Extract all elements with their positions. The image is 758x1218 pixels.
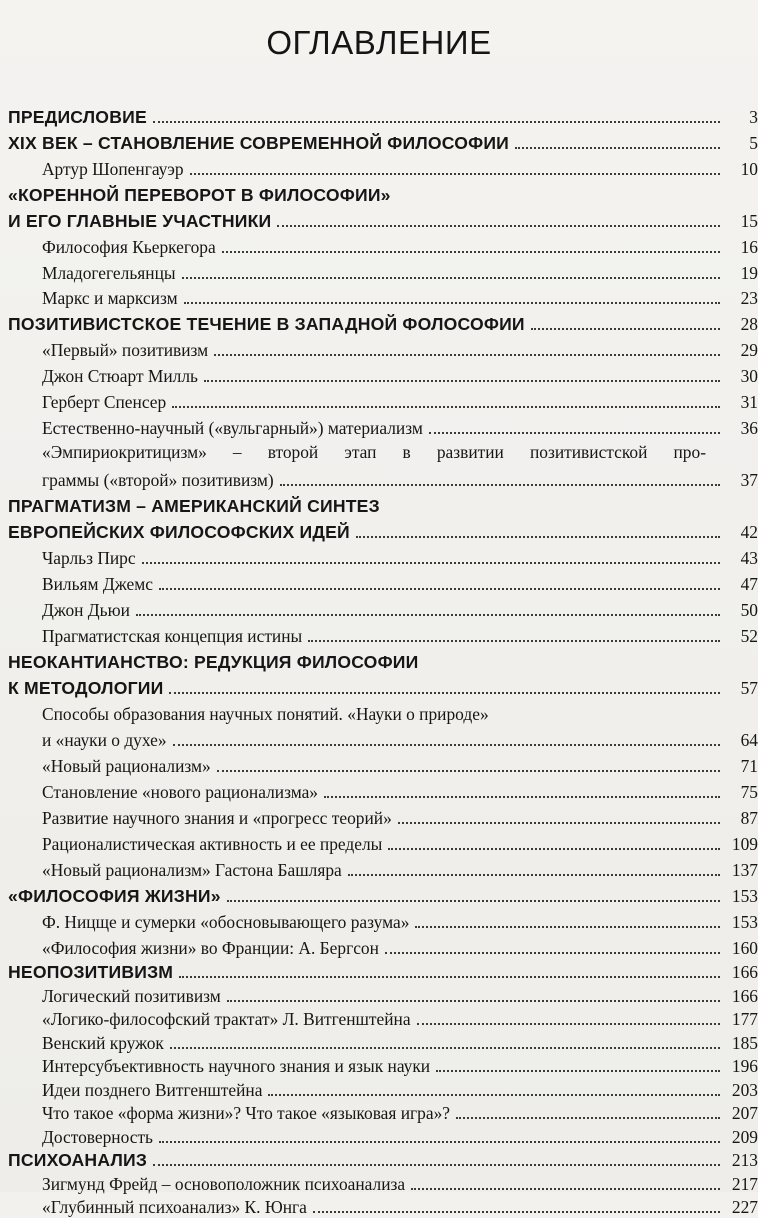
dot-leader xyxy=(153,1163,720,1166)
toc-entry-label: Что такое «форма жизни»? Что такое «языковая игра»? xyxy=(42,1103,451,1123)
toc-entry xyxy=(0,389,758,413)
toc-entry-page: 75 xyxy=(740,782,758,802)
toc-entry-label: Артур Шопенгауэр xyxy=(42,159,184,179)
dot-leader xyxy=(280,483,720,486)
dot-leader xyxy=(356,535,720,538)
toc-entry-label: Зигмунд Фрейд – основоположник психоанализа xyxy=(42,1174,406,1194)
toc-entry xyxy=(0,1030,758,1054)
dot-leader xyxy=(179,975,720,978)
toc-entry-page: 29 xyxy=(740,340,758,360)
dot-leader xyxy=(308,639,720,642)
toc-entry-page: 19 xyxy=(740,263,758,283)
dot-leader xyxy=(515,146,720,149)
toc-entry xyxy=(0,779,758,803)
toc-entry xyxy=(0,701,758,725)
toc-entry-page: 31 xyxy=(740,392,758,412)
toc-entry xyxy=(0,363,758,387)
toc-entry-page: 166 xyxy=(731,962,758,982)
dot-leader xyxy=(456,1116,720,1119)
toc-entry-label: Ф. Ницще и сумерки «обосновывающего разума» xyxy=(42,912,410,932)
toc-entry-page: 16 xyxy=(740,237,758,257)
toc-entry xyxy=(0,208,758,232)
toc-entry-label: «Первый» позитивизм xyxy=(42,340,209,360)
toc-entry-label: И ЕГО ГЛАВНЫЕ УЧАСТНИКИ xyxy=(8,211,272,231)
toc-entry-label: «ФИЛОСОФИЯ ЖИЗНИ» xyxy=(8,886,221,906)
toc-entry xyxy=(0,493,758,517)
toc-entry xyxy=(0,1124,758,1148)
dot-leader xyxy=(172,405,720,408)
dot-leader xyxy=(268,1093,720,1096)
dot-leader xyxy=(436,1069,720,1072)
toc-entry-page: 28 xyxy=(740,314,758,334)
dot-leader xyxy=(227,999,720,1002)
toc-entry-label: Естественно-научный («вульгарный») материализм xyxy=(42,418,423,438)
toc-entry-label: НЕОПОЗИТИВИЗМ xyxy=(8,962,174,982)
toc-entry-label: Джон Стюарт Милль xyxy=(42,366,198,386)
dot-leader xyxy=(217,769,720,772)
dot-leader xyxy=(169,691,720,694)
toc-entry-page: 185 xyxy=(731,1032,758,1053)
toc-entry-page: 52 xyxy=(740,626,758,646)
toc-entry-page: 207 xyxy=(731,1103,758,1123)
toc-entry-label: Венский кружок xyxy=(42,1032,164,1053)
toc-entry-page: 42 xyxy=(740,522,758,542)
toc-entry xyxy=(0,1077,758,1101)
toc-entry xyxy=(0,1053,758,1077)
toc-entry-label: ПСИХОАНАЛИЗ xyxy=(8,1150,148,1170)
dot-leader xyxy=(429,431,720,434)
toc-entry xyxy=(0,1171,758,1195)
dot-leader xyxy=(324,795,720,798)
toc-entry-label: «Новый рационализм» Гастона Башляра xyxy=(42,860,342,880)
toc-entry xyxy=(0,415,758,439)
toc-entry-label: Интерсубъективность научного знания и язык науки xyxy=(42,1056,431,1076)
toc-entry xyxy=(0,753,758,777)
toc-entry xyxy=(0,337,758,361)
toc-entry-label: Развитие научного знания и «прогресс теорий» xyxy=(42,808,392,828)
toc-entry xyxy=(0,857,758,881)
toc-entry xyxy=(0,1100,758,1124)
dot-leader xyxy=(222,250,720,253)
toc-entry-page: 209 xyxy=(731,1126,758,1147)
toc-entry-page: 87 xyxy=(740,808,758,828)
toc-entry xyxy=(0,983,758,1007)
toc-entry-label: Маркс и марксизм xyxy=(42,288,178,308)
toc-entry-label: Становление «нового рационализма» xyxy=(42,782,318,802)
dot-leader xyxy=(348,873,720,876)
toc-entry-label: «Эмпириокритицизм» – второй этап в развитии позитивистской про- xyxy=(42,442,706,462)
toc-entry-label: ПРЕДИСЛОВИЕ xyxy=(8,107,147,127)
toc-entry-label: «Новый рационализм» xyxy=(42,756,211,776)
toc-entry-label: Чарльз Пирс xyxy=(42,548,136,568)
dot-leader xyxy=(388,847,720,850)
dot-leader xyxy=(153,120,720,123)
toc-entry-page: 15 xyxy=(740,211,758,231)
toc-entry-label: ЕВРОПЕЙСКИХ ФИЛОСОФСКИХ ИДЕЙ xyxy=(8,522,350,542)
toc-entry-page: 36 xyxy=(740,418,758,438)
toc-entry-label: Младогегельянцы xyxy=(42,263,176,283)
toc-entry-label: Логический позитивизм xyxy=(42,985,221,1006)
toc-entry-page: 64 xyxy=(740,730,758,750)
toc-entry-label: граммы («второй» позитивизм) xyxy=(42,470,274,490)
toc-entry-label: «КОРЕННОЙ ПЕРЕВОРОТ В ФИЛОСОФИИ» xyxy=(8,185,391,205)
toc-entry-label: Прагматистская концепция истины xyxy=(42,626,303,646)
toc-entry-label: Вильям Джемс xyxy=(42,574,153,594)
dot-leader xyxy=(190,172,720,175)
toc-entry-page: 30 xyxy=(740,366,758,386)
toc-entry-page: 23 xyxy=(740,288,758,308)
toc-entry xyxy=(0,1006,758,1030)
toc-entry-label: Идеи позднего Витгенштейна xyxy=(42,1079,263,1100)
toc-entry xyxy=(0,727,758,751)
toc-entry-page: 3 xyxy=(749,107,758,127)
dot-leader xyxy=(214,353,720,356)
toc-entry xyxy=(0,234,758,258)
toc-entry-page: 137 xyxy=(731,860,758,880)
toc-entry xyxy=(0,935,758,959)
toc-entry-label: XIX ВЕК – СТАНОВЛЕНИЕ СОВРЕМЕННОЙ ФИЛОСОФИИ xyxy=(8,133,510,153)
toc-entry xyxy=(0,649,758,673)
toc-entry-label: Джон Дьюи xyxy=(42,600,130,620)
toc-entry xyxy=(0,130,758,154)
toc-entry xyxy=(0,285,758,309)
dot-leader xyxy=(415,925,720,928)
toc-entry-page: 109 xyxy=(731,834,758,854)
page-title: ОГЛАВЛЕНИЕ xyxy=(266,24,492,61)
toc-entry-label: К МЕТОДОЛОГИИ xyxy=(8,678,164,698)
toc-entry-page: 153 xyxy=(731,912,758,932)
toc-entry xyxy=(0,545,758,569)
dot-leader xyxy=(417,1022,720,1025)
dot-leader xyxy=(136,613,720,616)
toc-entry xyxy=(0,182,758,206)
toc-entry-page: 213 xyxy=(731,1150,758,1170)
toc-entry-label: ПОЗИТИВИСТСКОЕ ТЕЧЕНИЕ В ЗАПАДНОЙ ФОЛОСОФИИ xyxy=(8,314,525,334)
toc-entry-page: 71 xyxy=(740,756,758,776)
dot-leader xyxy=(277,224,720,227)
toc-entry xyxy=(0,959,758,983)
dot-leader xyxy=(182,276,720,279)
toc-entry xyxy=(0,104,758,128)
toc-entry xyxy=(0,467,758,491)
toc-entry-label: Способы образования научных понятий. «Науки о природе» xyxy=(42,704,489,724)
toc-entry xyxy=(0,675,758,699)
toc-entry-page: 37 xyxy=(740,470,758,490)
toc-entry xyxy=(0,805,758,829)
dot-leader xyxy=(313,1210,720,1213)
toc-entry xyxy=(0,156,758,180)
toc-entry xyxy=(0,1194,758,1218)
toc-entry xyxy=(0,831,758,855)
toc-entry-page: 10 xyxy=(740,159,758,179)
toc-entry-page: 47 xyxy=(740,574,758,594)
toc-entry xyxy=(0,571,758,595)
toc-entry-page: 160 xyxy=(731,938,758,958)
toc-entry-page: 166 xyxy=(731,985,758,1006)
dot-leader xyxy=(385,951,720,954)
toc-entry-page: 177 xyxy=(731,1009,758,1029)
toc-entry-page: 57 xyxy=(740,678,758,698)
toc-entry-page: 43 xyxy=(740,548,758,568)
toc-entry-label: НЕОКАНТИАНСТВО: РЕДУКЦИЯ ФИЛОСОФИИ xyxy=(8,652,419,672)
toc-entry xyxy=(0,1147,758,1171)
dot-leader xyxy=(170,1046,720,1049)
toc-entry xyxy=(0,311,758,335)
toc-entry-label: и «науки о духе» xyxy=(42,730,167,750)
dot-leader xyxy=(227,899,720,902)
dot-leader xyxy=(173,743,720,746)
toc-entry-label: «Философия жизни» во Франции: А. Бергсон xyxy=(42,938,379,958)
toc-entry xyxy=(0,519,758,543)
toc-entry-label: Достоверность xyxy=(42,1126,153,1147)
toc-entry xyxy=(0,883,758,907)
toc-entry xyxy=(0,623,758,647)
dot-leader xyxy=(204,379,720,382)
dot-leader xyxy=(159,1140,720,1143)
dot-leader xyxy=(159,587,720,590)
dot-leader xyxy=(531,327,720,330)
toc-entry-label: ПРАГМАТИЗМ – АМЕРИКАНСКИЙ СИНТЕЗ xyxy=(8,496,380,516)
dot-leader xyxy=(398,821,720,824)
toc-entry-label: «Логико-философский трактат» Л. Витгенштейна xyxy=(42,1009,411,1029)
toc-entry xyxy=(0,909,758,933)
toc-entry-page: 50 xyxy=(740,600,758,620)
dot-leader xyxy=(411,1187,720,1190)
toc-entry-label: Философия Кьеркегора xyxy=(42,237,216,257)
toc-entry xyxy=(0,260,758,284)
toc-entry-page: 203 xyxy=(731,1079,758,1100)
toc-entry-page: 153 xyxy=(731,886,758,906)
toc-entry-label: «Глубинный психоанализ» К. Юнга xyxy=(42,1197,307,1217)
dot-leader xyxy=(142,561,720,564)
toc-entry-page: 5 xyxy=(749,133,758,153)
toc-entry-label: Герберт Спенсер xyxy=(42,392,167,412)
toc-entry-page: 217 xyxy=(731,1174,758,1194)
toc-entry-page: 196 xyxy=(731,1056,758,1076)
dot-leader xyxy=(184,301,720,304)
toc-entry xyxy=(0,597,758,621)
toc-entry-label: Рационалистическая активность и ее пределы xyxy=(42,834,383,854)
toc-entry-page: 227 xyxy=(731,1197,758,1217)
